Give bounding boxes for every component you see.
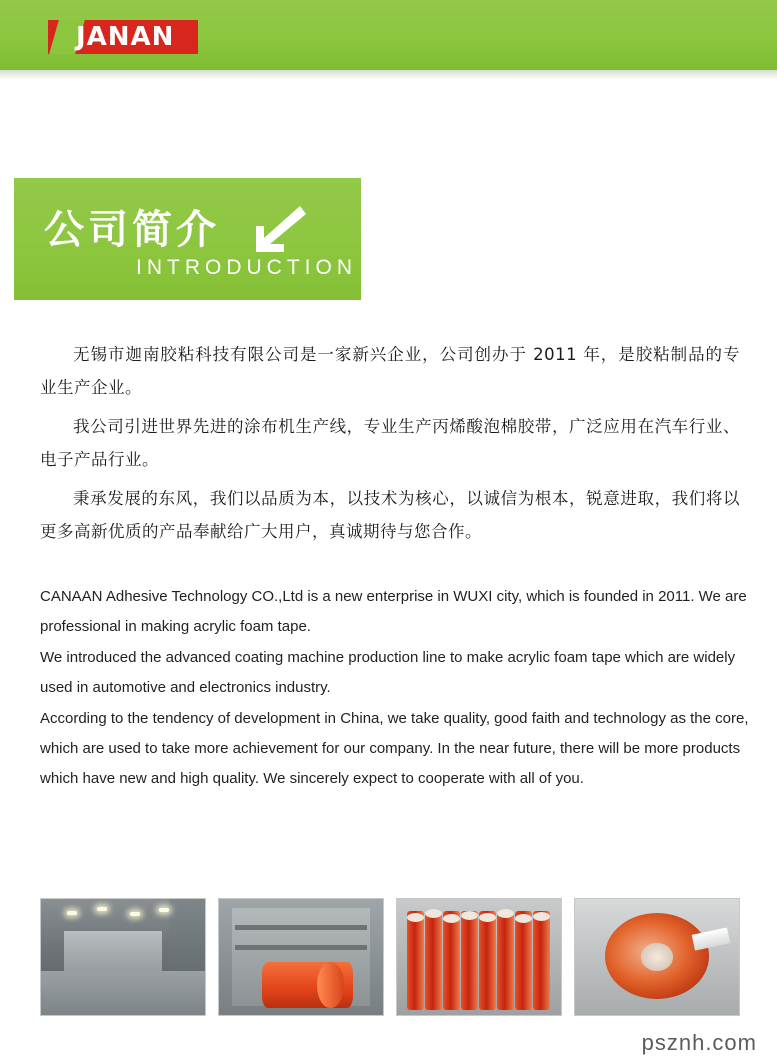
- english-body: [40, 582, 755, 794]
- coating-machine-photo: [218, 898, 384, 1016]
- logo-text: JANAN: [76, 22, 175, 52]
- factory-interior-photo: [40, 898, 206, 1016]
- arrow-down-left-icon: [254, 204, 306, 254]
- photo-cylinder-shape: [497, 911, 514, 1011]
- photo-lamp-shape: [67, 911, 77, 915]
- photo-cylinder-shape: [461, 911, 478, 1011]
- chinese-paragraph: 秉承发展的东风，我们以品质为本，以技术为核心，以诚信为根本，锐意进取，我们将以更多高新优质的产品奉献给广大用户，真诚期待与您合作。: [40, 489, 740, 541]
- photo-lamp-shape: [159, 908, 169, 912]
- photo-cylinder-shape: [443, 911, 460, 1011]
- photo-cylinder-shape: [425, 911, 442, 1011]
- photo-bar-shape: [235, 925, 366, 930]
- photo-cylinder-cap-shape: [461, 911, 478, 920]
- company-logo: [48, 20, 198, 54]
- photo-lamp-shape: [130, 912, 140, 916]
- page-header: [0, 0, 777, 70]
- section-title-en: INTRODUCTION: [136, 256, 357, 279]
- section-title-banner: [14, 178, 361, 300]
- photo-cylinder-shape: [533, 911, 550, 1011]
- photo-cylinder-shape: [407, 911, 424, 1011]
- photo-cylinder-cap-shape: [407, 913, 424, 922]
- photo-cylinder-cap-shape: [443, 914, 460, 923]
- tape-roll-photo: [574, 898, 740, 1016]
- photo-floor-shape: [41, 971, 205, 1015]
- photo-cylinder-shape: [515, 911, 532, 1011]
- chinese-body: [40, 338, 740, 554]
- english-paragraph: We introduced the advanced coating machine production line to make acrylic foam tape which are widely used in automotive and electronics industry.: [40, 649, 736, 696]
- header-shadow: [0, 70, 777, 80]
- photo-bar-shape: [235, 945, 366, 950]
- english-paragraph: CANAAN Adhesive Technology CO.,Ltd is a new enterprise in WUXI city, which is founded in 2011. We are professional in making acrylic foam tape.: [40, 588, 747, 635]
- photo-roll-end-shape: [317, 962, 343, 1008]
- section-title-cn: 公司简介: [44, 207, 220, 253]
- photo-lamp-shape: [97, 907, 107, 911]
- chinese-paragraph: 无锡市迦南胶粘科技有限公司是一家新兴企业，公司创办于 2011 年，是胶粘制品的专业生产企业。: [40, 345, 740, 397]
- photo-tape-core-shape: [641, 943, 674, 971]
- english-paragraph: According to the tendency of development in China, we take quality, good faith and technology as the core, which are used to take more achievement for our company. In the near future, there will be more products which have new and high quality. We sincerely expect to cooperate with all of you.: [40, 710, 749, 787]
- red-rolls-photo: [396, 898, 562, 1016]
- photo-strip: [40, 898, 740, 1018]
- photo-cylinder-shape: [479, 911, 496, 1011]
- photo-cylinder-cap-shape: [533, 912, 550, 921]
- photo-cylinder-cap-shape: [479, 913, 496, 922]
- watermark: psznh.com: [641, 1030, 757, 1055]
- chinese-paragraph: 我公司引进世界先进的涂布机生产线，专业生产丙烯酸泡棉胶带，广泛应用在汽车行业、电子产品行业。: [40, 417, 740, 469]
